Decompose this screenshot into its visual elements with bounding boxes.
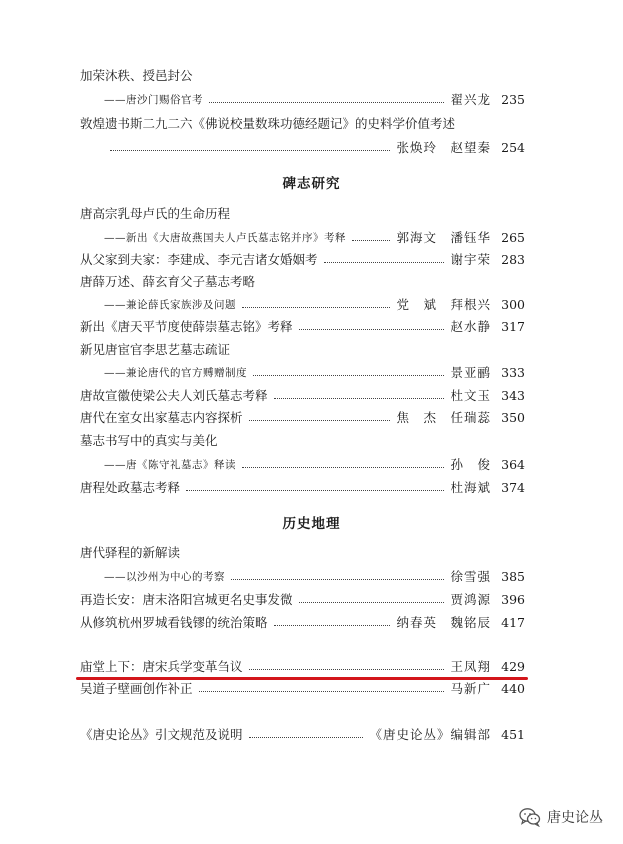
- entry-author: 杜文玉: [450, 388, 491, 403]
- dot-leader: [274, 625, 391, 626]
- toc-entry-row: [80, 477, 525, 497]
- entry-page-number: 350: [501, 409, 525, 425]
- entry-title: 吴道子壁画创作补正: [80, 681, 193, 696]
- entry-title: 唐代在室女出家墓志内容探析: [80, 410, 243, 425]
- wechat-icon: [519, 807, 541, 827]
- entry-page-number: 265: [501, 229, 525, 245]
- dot-leader: [299, 329, 445, 330]
- dot-leader: [324, 262, 445, 263]
- dot-leader: [242, 467, 444, 468]
- toc-entry-row: [80, 542, 525, 562]
- entry-page-number: 385: [501, 568, 525, 584]
- entry-title: ——兼论唐代的官方赙赠制度: [104, 366, 247, 379]
- dot-leader: [199, 691, 445, 692]
- toc-entry-row: [80, 65, 525, 85]
- dot-leader: [249, 420, 391, 421]
- entry-author: 徐雪强: [450, 569, 491, 584]
- entry-page-number: 300: [501, 296, 525, 312]
- entry-author: 赵水静: [450, 319, 491, 334]
- entry-title: 墓志书写中的真实与美化: [80, 433, 218, 448]
- red-underline-highlight: [76, 677, 528, 680]
- wechat-watermark: [519, 807, 603, 827]
- toc-entry-row: [80, 407, 525, 427]
- toc-entry-row: [80, 339, 525, 359]
- entry-author: 《唐史论丛》编辑部: [369, 727, 491, 742]
- toc-entry-row: [80, 656, 525, 676]
- toc-subtitle-row: [80, 294, 525, 314]
- entry-page-number: 317: [501, 318, 525, 334]
- entry-title: ——唐《陈守礼墓志》释读: [104, 458, 236, 471]
- dot-leader: [209, 102, 444, 103]
- toc-entry-row: [80, 113, 525, 133]
- entry-title: 唐高宗乳母卢氏的生命历程: [80, 206, 231, 221]
- entry-page-number: 254: [501, 139, 525, 155]
- section-heading: 历史地理: [282, 516, 341, 532]
- entry-author: 张焕玲 赵望秦: [396, 140, 491, 155]
- entry-title: ——兼论薛氏家族涉及问题: [104, 298, 236, 311]
- entry-title: 《唐史论丛》引文规范及说明: [80, 727, 243, 742]
- entry-author: 郭海文 潘钰华: [396, 230, 491, 245]
- watermark-label: 唐史论丛: [547, 810, 603, 826]
- entry-title: ——唐沙门赐俗官考: [104, 93, 203, 106]
- entry-title: 唐故宣徽使梁公夫人刘氏墓志考释: [80, 388, 268, 403]
- entry-page-number: 333: [501, 364, 525, 380]
- entry-page-number: 451: [501, 726, 525, 742]
- entry-title: 庙堂上下：唐宋兵学变革刍议: [80, 659, 243, 674]
- entry-title: ——以沙州为中心的考察: [104, 570, 225, 583]
- entry-page-number: 283: [501, 251, 525, 267]
- toc-entry-row: [80, 271, 525, 291]
- toc-entry-row: [80, 612, 525, 632]
- entry-author: 贾鸿源: [450, 592, 491, 607]
- toc-entry-row: [80, 203, 525, 223]
- entry-author: 杜海斌: [450, 480, 491, 495]
- entry-page-number: 343: [501, 387, 525, 403]
- entry-title: 唐代驿程的新解读: [80, 545, 181, 560]
- entry-page-number: 396: [501, 591, 525, 607]
- entry-author: 景亚鹂: [450, 365, 491, 380]
- toc-entry-row: [80, 249, 525, 269]
- entry-author: 孙 俊: [450, 457, 491, 472]
- entry-page-number: 364: [501, 456, 525, 472]
- entry-page-number: 440: [501, 680, 525, 696]
- toc-subtitle-row: [80, 362, 525, 382]
- entry-title: 从修筑杭州罗城看钱镠的统治策略: [80, 615, 268, 630]
- toc-subtitle-row: [80, 566, 525, 586]
- toc-entry-row: [80, 430, 525, 450]
- dot-leader: [242, 307, 390, 308]
- dot-leader: [231, 579, 444, 580]
- dot-leader: [186, 490, 444, 491]
- entry-author: 党 斌 拜根兴: [396, 297, 491, 312]
- toc-entry-row: [80, 678, 525, 698]
- toc-subtitle-row: [80, 227, 525, 247]
- toc-subtitle-row: [80, 454, 525, 474]
- entry-title: ——新出《大唐故燕国夫人卢氏墓志铭并序》考释: [104, 231, 346, 244]
- toc-subtitle-row: [80, 137, 525, 157]
- entry-author: 翟兴龙: [450, 92, 491, 107]
- dot-leader: [352, 240, 390, 241]
- section-heading: 碑志研究: [282, 176, 341, 192]
- toc-subtitle-row: [80, 89, 525, 109]
- dot-leader: [249, 669, 445, 670]
- entry-page-number: 417: [501, 614, 525, 630]
- dot-leader: [253, 375, 444, 376]
- toc-entry-row: [80, 724, 525, 744]
- dot-leader: [299, 602, 445, 603]
- toc-entry-row: [80, 589, 525, 609]
- entry-page-number: 235: [501, 91, 525, 107]
- entry-author: 谢宇荣: [450, 252, 491, 267]
- entry-author: 纳春英 魏铭辰: [396, 615, 491, 630]
- entry-title: 新见唐宦官李思艺墓志疏证: [80, 342, 231, 357]
- entry-title: 唐程处政墓志考释: [80, 480, 181, 495]
- dot-leader: [249, 737, 364, 738]
- entry-page-number: 429: [501, 658, 525, 674]
- entry-author: 王凤翔: [450, 659, 491, 674]
- toc-entry-row: [80, 385, 525, 405]
- entry-title: 敦煌遗书斯二九二六《佛说校量数珠功德经题记》的史料学价值考述: [80, 116, 456, 131]
- entry-title: 再造长安：唐末洛阳宫城更名史事发微: [80, 592, 293, 607]
- entry-title: 唐薛万述、薛玄育父子墓志考略: [80, 274, 256, 289]
- entry-page-number: 374: [501, 479, 525, 495]
- entry-author: 焦 杰 任瑞蕊: [396, 410, 491, 425]
- entry-title: 加荣沐秩、授邑封公: [80, 68, 193, 83]
- dot-leader: [110, 150, 390, 151]
- entry-title: 新出《唐天平节度使薛崇墓志铭》考释: [80, 319, 293, 334]
- entry-title: 从父家到夫家：李建成、李元吉诸女婚姻考: [80, 252, 318, 267]
- toc-entry-row: [80, 316, 525, 336]
- dot-leader: [274, 398, 445, 399]
- entry-author: 马新广: [450, 681, 491, 696]
